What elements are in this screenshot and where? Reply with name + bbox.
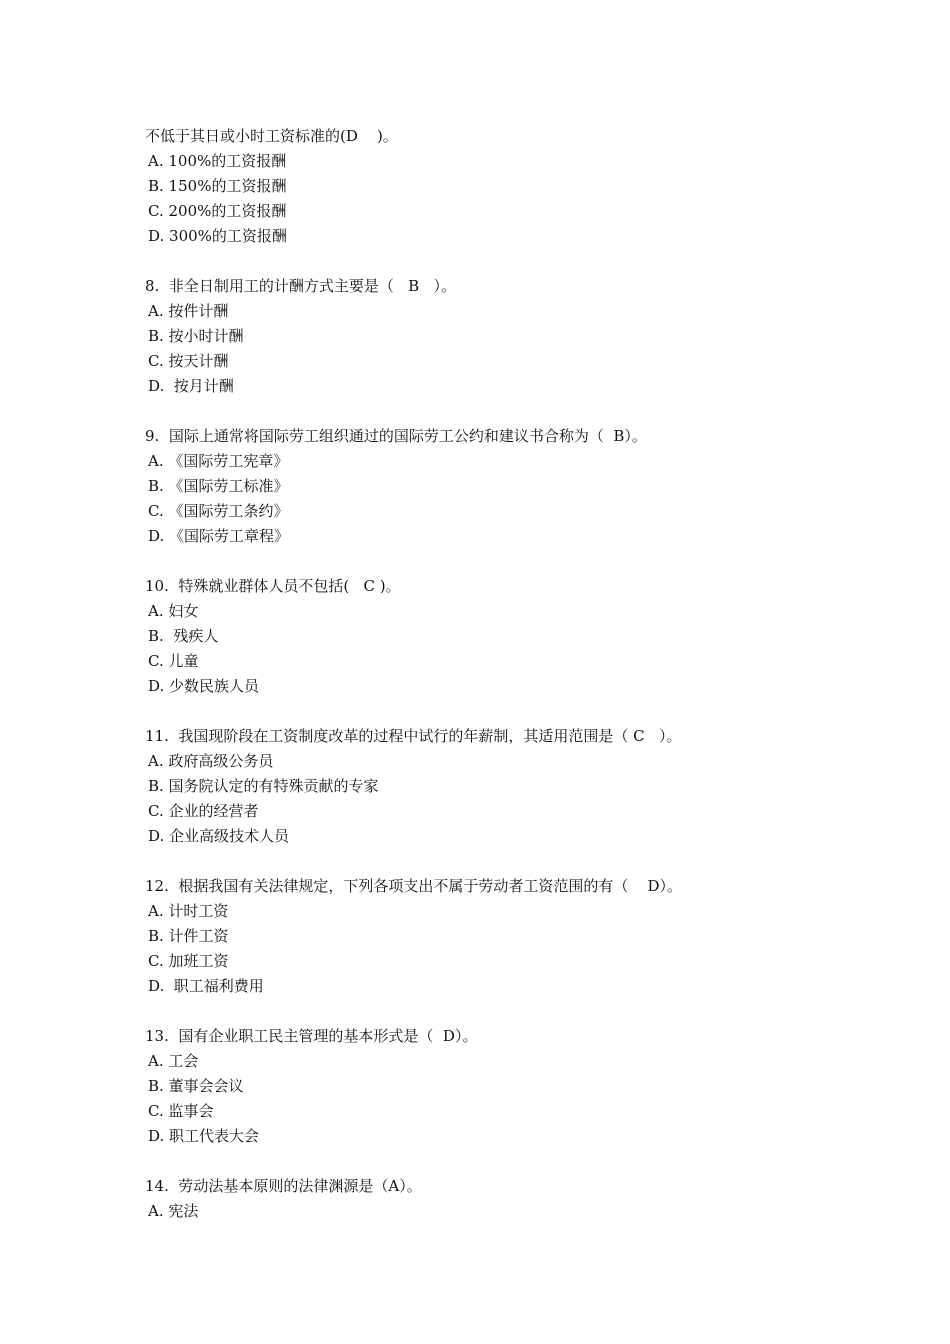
answer-option: A. 100%的工资报酬	[148, 152, 287, 170]
answer-option: B. 按小时计酬	[148, 327, 244, 345]
answer-option: D. 企业高级技术人员	[148, 827, 290, 845]
answer-option: D. 职工代表大会	[148, 1127, 260, 1145]
question-block	[145, 124, 845, 249]
question-block	[145, 874, 845, 999]
answer-option: D. 职工福利费用	[148, 977, 264, 995]
answer-option: A. 工会	[148, 1052, 199, 1070]
question-block	[145, 274, 845, 399]
answer-option: A. 妇女	[148, 602, 199, 620]
answer-option: C. 按天计酬	[148, 352, 229, 370]
question-stem: 9. 国际上通常将国际劳工组织通过的国际劳工公约和建议书合称为（ B）。	[145, 427, 647, 445]
question-stem: 不低于其日或小时工资标准的(D )。	[145, 127, 398, 145]
answer-option: B. 董事会会议	[148, 1077, 244, 1095]
answer-option: A. 计时工资	[148, 902, 229, 920]
question-stem: 12. 根据我国有关法律规定，下列各项支出不属于劳动者工资范围的有（ D）。	[145, 877, 682, 895]
answer-option: B. 国务院认定的有特殊贡献的专家	[148, 777, 379, 795]
answer-option: A. 按件计酬	[148, 302, 229, 320]
question-stem: 10. 特殊就业群体人员不包括( C )。	[145, 577, 401, 595]
question-block	[145, 1024, 845, 1149]
answer-option: A. 宪法	[148, 1202, 199, 1220]
answer-option: C. 监事会	[148, 1102, 214, 1120]
question-block	[145, 574, 845, 699]
question-block	[145, 424, 845, 549]
answer-option: C. 企业的经营者	[148, 802, 259, 820]
answer-option: D. 少数民族人员	[148, 677, 260, 695]
question-block	[145, 1174, 845, 1224]
answer-option: C. 儿童	[148, 652, 199, 670]
answer-option: D. 300%的工资报酬	[148, 227, 287, 245]
question-block	[145, 724, 845, 849]
answer-option: A. 《国际劳工宪章》	[148, 452, 289, 470]
question-stem: 11. 我国现阶段在工资制度改革的过程中试行的年薪制，其适用范围是（ C ）。	[145, 727, 682, 745]
answer-option: A. 政府高级公务员	[148, 752, 274, 770]
answer-option: B. 150%的工资报酬	[148, 177, 287, 195]
question-list	[145, 124, 845, 1249]
answer-option: C. 《国际劳工条约》	[148, 502, 289, 520]
question-stem: 8. 非全日制用工的计酬方式主要是（ B ）。	[145, 277, 456, 295]
answer-option: B. 计件工资	[148, 927, 229, 945]
answer-option: C. 200%的工资报酬	[148, 202, 287, 220]
answer-option: D. 按月计酬	[148, 377, 234, 395]
question-stem: 13. 国有企业职工民主管理的基本形式是（ D）。	[145, 1027, 478, 1045]
answer-option: C. 加班工资	[148, 952, 229, 970]
answer-option: B. 残疾人	[148, 627, 219, 645]
answer-option: D. 《国际劳工章程》	[148, 527, 290, 545]
question-stem: 14. 劳动法基本原则的法律渊源是（A）。	[145, 1177, 422, 1195]
answer-option: B. 《国际劳工标准》	[148, 477, 289, 495]
